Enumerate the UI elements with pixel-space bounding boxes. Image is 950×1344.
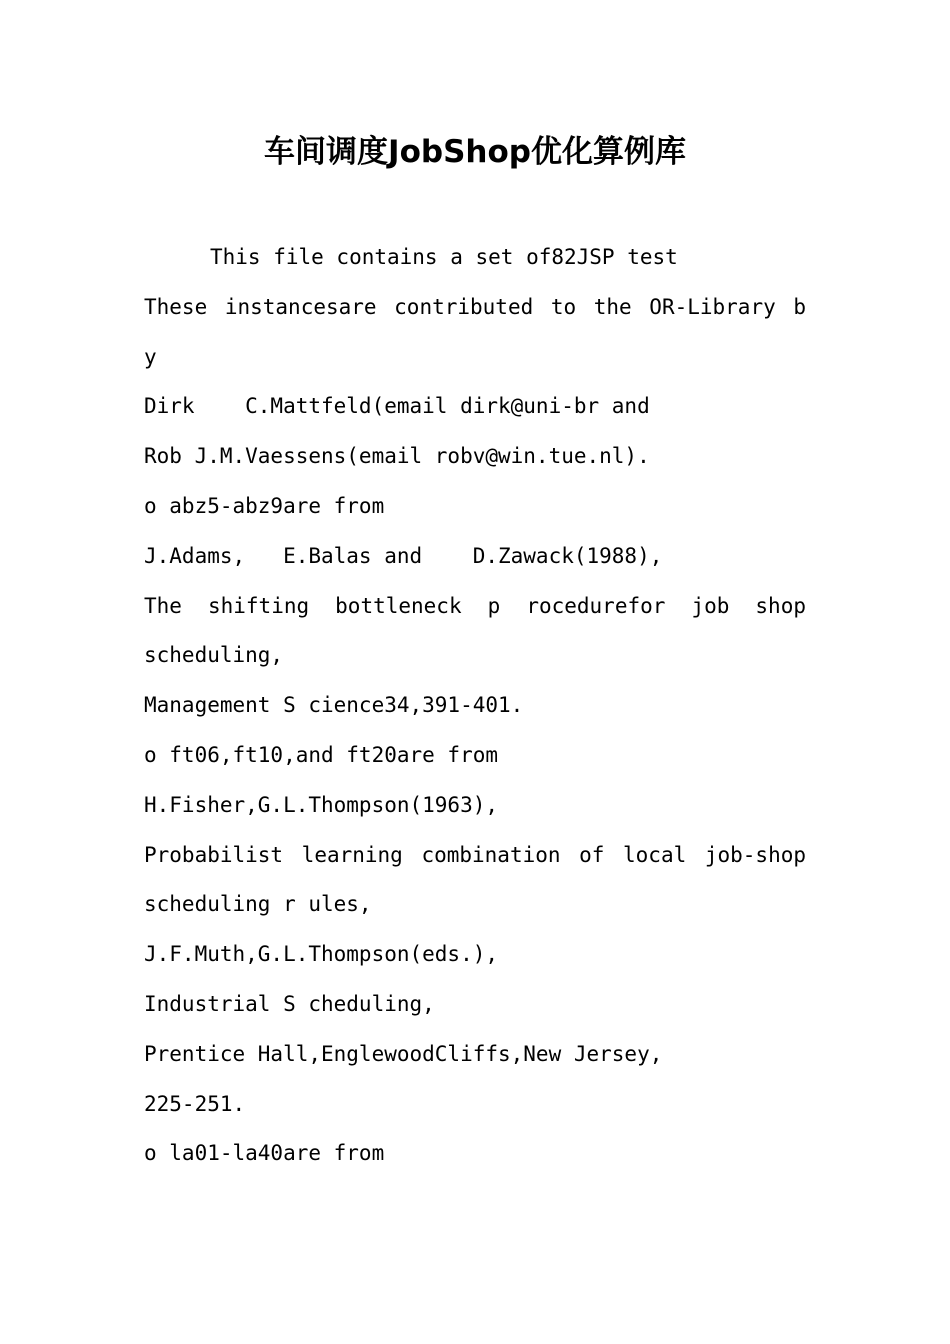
text-line: 225-251.	[144, 1091, 246, 1116]
text-line: Management S cience34,391-401.	[144, 693, 524, 718]
text-line: J.F.Muth,G.L.Thompson(eds.),	[144, 942, 499, 967]
text-line: H.Fisher,G.L.Thompson(1963),	[144, 792, 499, 817]
text-line: y	[144, 344, 157, 369]
text-line: Prentice Hall,EnglewoodCliffs,New Jersey,	[144, 1041, 663, 1066]
text-line: J.Adams, E.Balas and D.Zawack(1988),	[144, 543, 663, 568]
text-line: o abz5-abz9are from	[144, 493, 385, 518]
text-line: o la01-la40are from	[144, 1141, 385, 1166]
text-line: The shifting bottleneck p rocedurefor job shop	[144, 593, 806, 618]
document-body	[144, 233, 806, 1179]
text-line: Dirk C.Mattfeld(email dirk@uni-br and	[144, 394, 650, 419]
text-line: scheduling,	[144, 643, 284, 668]
document-title: 车间调度JobShop优化算例库	[264, 134, 686, 170]
text-line: This file contains a set of82JSP test	[210, 245, 678, 269]
text-line: Probabilist learning combination of local job-shop	[144, 842, 806, 867]
text-line: o ft06,ft10,and ft20are from	[144, 742, 499, 767]
text-line: Industrial S cheduling,	[144, 991, 435, 1016]
text-line: scheduling r ules,	[144, 892, 372, 917]
text-line: Rob J.M.Vaessens(email robv@win.tue.nl).	[144, 444, 650, 469]
text-line: These instancesare contributed to the OR-Library b	[144, 294, 806, 319]
